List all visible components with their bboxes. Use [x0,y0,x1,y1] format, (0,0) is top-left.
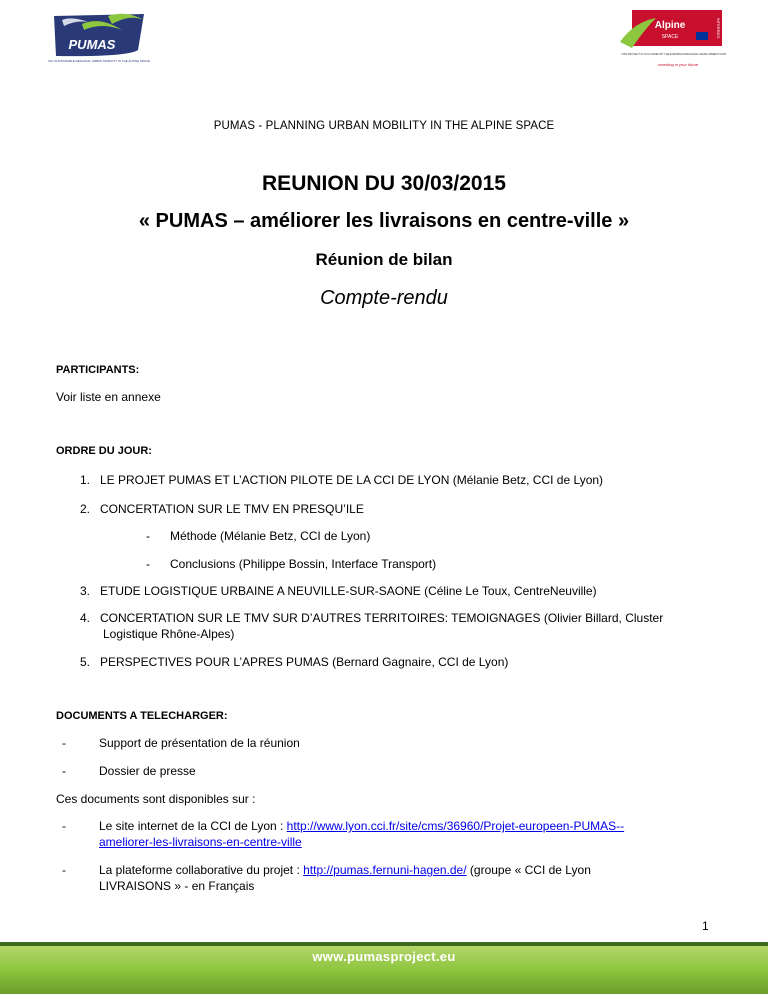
documents-dash: - [62,863,66,877]
agenda-item-text: ETUDE LOGISTIQUE URBAINE A NEUVILLE-SUR-SAONE (Céline Le Toux, CentreNeuville) [100,584,597,598]
meeting-subject: « PUMAS – améliorer les livraisons en centre-ville » [138,210,630,232]
agenda-sub-dash: - [146,557,150,571]
alpine-space-logo [614,8,726,72]
meeting-type: Réunion de bilan [315,250,453,269]
alpine-logo-slogan: investing in your future [657,62,699,67]
agenda-item [80,583,597,600]
agenda-item-number: 1. [80,473,91,487]
meeting-title: REUNION DU 30/03/2015 [262,172,506,195]
agenda-item-number: 4. [80,611,91,625]
participants-heading: PARTICIPANTS: [56,364,140,376]
agenda-sub-item [146,528,370,545]
pumas-logo-text: PUMAS [68,37,116,52]
site-platform-suffix: (groupe « CCI de Lyon [466,863,591,877]
pumas-platform-link[interactable]: http://pumas.fernuni-hagen.de/ [303,863,467,877]
documents-dash: - [62,764,66,778]
participants-text: Voir liste en annexe [56,390,161,404]
documents-available-text: Ces documents sont disponibles sur : [56,792,256,806]
agenda-item-text: CONCERTATION SUR LE TMV EN PRESQU’ILE [100,502,364,516]
agenda-item [80,654,508,671]
documents-heading: DOCUMENTS A TELECHARGER: [56,710,228,722]
agenda-heading: ORDRE DU JOUR: [56,445,152,457]
document-header: PUMAS - PLANNING URBAN MOBILITY IN THE ALPINE SPACE [213,120,555,132]
agenda-sub-text: Conclusions (Philippe Bossin, Interface Transport) [170,557,437,571]
site-cci-line [99,818,624,835]
site-cci-prefix: Le site internet de la CCI de Lyon : [99,819,287,833]
agenda-sub-text: Méthode (Mélanie Betz, CCI de Lyon) [170,529,371,543]
agenda-item-number: 5. [80,655,91,669]
documents-dash: - [62,819,66,833]
pumas-logo [48,10,150,68]
alpine-logo-funding: THIS PROJECT IS CO-FUNDED BY THE EUROPEAN REGIONAL DEVELOPMENT FUND [621,53,726,56]
site-platform-line [99,862,591,879]
alpine-logo-title: Alpine [654,20,686,31]
footer-website: www.pumasproject.eu [312,949,456,964]
alpine-logo-subtitle: SPACE [661,34,679,40]
agenda-item-number: 2. [80,502,91,516]
cci-lyon-link-continuation[interactable]: ameliorer-les-livraisons-en-centre-ville [99,835,302,849]
interreg-vertical-text: INTERREG [716,17,721,39]
agenda-item-text: CONCERTATION SUR LE TMV SUR D’AUTRES TERRITOIRES: TEMOIGNAGES (Olivier Billard, Cluster [100,611,664,625]
agenda-item [80,610,663,627]
agenda-item-number: 3. [80,584,91,598]
agenda-item [80,472,603,489]
site-platform-line-2: LIVRAISONS » - en Français [99,879,255,893]
agenda-item [80,501,364,518]
site-platform-prefix: La plateforme collaborative du projet : [99,863,304,877]
page-number: 1 [702,919,709,933]
agenda-sub-item [146,556,436,573]
document-type: Compte-rendu [320,287,448,309]
document-item: Dossier de presse [99,764,196,778]
cci-lyon-link[interactable]: http://www.lyon.cci.fr/site/cms/36960/Projet-europeen-PUMAS-- [286,819,625,833]
pumas-logo-tagline: PLANNING SUSTAINABLE REGIONAL URBAN MOBILITY IN THE ALPINE SPACE [48,59,150,63]
agenda-item-text: PERSPECTIVES POUR L’APRES PUMAS (Bernard Gagnaire, CCI de Lyon) [100,655,509,669]
document-item: Support de présentation de la réunion [99,736,300,750]
agenda-item-continuation: Logistique Rhône-Alpes) [103,627,235,641]
agenda-item-text: LE PROJET PUMAS ET L’ACTION PILOTE DE LA CCI DE LYON (Mélanie Betz, CCI de Lyon) [100,473,604,487]
agenda-sub-dash: - [146,529,150,543]
documents-dash: - [62,736,66,750]
site-cci-line-2 [99,834,302,851]
